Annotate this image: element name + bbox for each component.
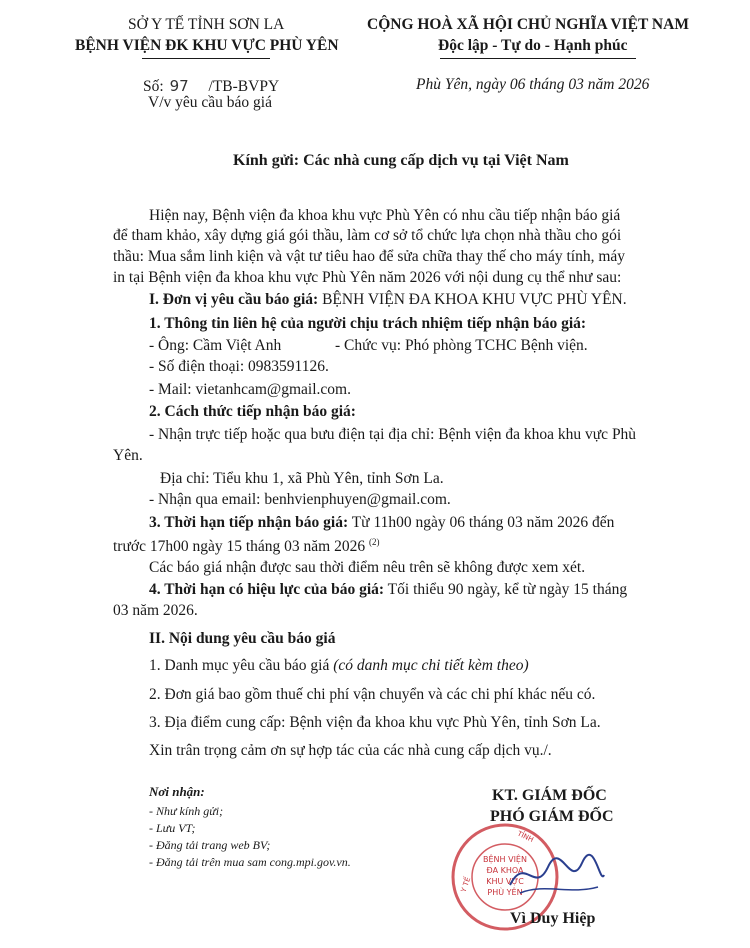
recipient-item: - Như kính gửi; — [149, 804, 224, 818]
section-1-sub4: 4. Thời hạn có hiệu lực của báo giá: Tối thiểu 90 ngày, kể từ ngày 15 tháng — [149, 581, 628, 598]
header-right-rule — [440, 58, 636, 59]
svg-text:TỈNH: TỈNH — [515, 829, 535, 845]
section-1-sub4-line2: 03 năm 2026. — [113, 602, 198, 619]
receive-direct-1: - Nhận trực tiếp hoặc qua bưu điện tại địa chỉ: Bệnh viện đa khoa khu vực Phù — [149, 426, 637, 443]
contact-role: - Chức vụ: Phó phòng TCHC Bệnh viện. — [335, 337, 588, 354]
doc-number: Số: 97 /TB-BVPY — [143, 77, 280, 95]
section-2-item-1: 1. Danh mục yêu cầu báo giá (có danh mục chi tiết kèm theo) — [149, 657, 529, 674]
section-2-item-3: 3. Địa điểm cung cấp: Bệnh viện đa khoa khu vực Phù Yên, tỉnh Sơn La. — [149, 714, 601, 731]
intro-line-4: in tại Bệnh viện đa khoa khu vực Phù Yên năm 2026 với nội dung cụ thể như sau: — [113, 269, 622, 286]
signer-name: Vì Duy Hiệp — [510, 910, 596, 927]
section-2-item-2: 2. Đơn giá bao gồm thuế chi phí vận chuyển và các chi phí khác nếu có. — [149, 686, 596, 703]
section-1-heading: I. Đơn vị yêu cầu báo giá: BỆNH VIỆN ĐA KHOA KHU VỰC PHÙ YÊN. — [149, 291, 627, 308]
svg-text:Y TẾ: Y TẾ — [459, 876, 473, 894]
hospital-name: BỆNH VIỆN ĐK KHU VỰC PHÙ YÊN — [75, 37, 339, 54]
intro-line-1: Hiện nay, Bệnh viện đa khoa khu vực Phù Yên có nhu cầu tiếp nhận báo giá — [149, 207, 621, 224]
intro-line-3: thầu: Mua sắm linh kiện và vật tư tiêu hao để sửa chữa thay thế cho máy tính, máy — [113, 248, 626, 265]
section-1-sub1: 1. Thông tin liên hệ của người chịu trách nhiệm tiếp nhận báo giá: — [149, 315, 587, 332]
recipient-item: - Đăng tải trên mua sam cong.mpi.gov.vn. — [149, 855, 351, 869]
receive-direct-2: Yên. — [113, 447, 143, 464]
national-motto: Độc lập - Tự do - Hạnh phúc — [438, 37, 628, 54]
contact-phone: - Số điện thoại: 0983591126. — [149, 358, 329, 375]
stamp-text: PHÙ YÊN — [487, 888, 523, 897]
national-title: CỘNG HOÀ XÃ HỘI CHỦ NGHĨA VIỆT NAM — [367, 16, 689, 33]
salutation: Kính gửi: Các nhà cung cấp dịch vụ tại Việt Nam — [233, 152, 569, 169]
section-1-sub3-line2: trước 17h00 ngày 15 tháng 03 năm 2026 $^{(2)}$ — [113, 537, 380, 556]
stamp-text: ĐA KHOA — [486, 866, 524, 875]
signature-title-2: PHÓ GIÁM ĐỐC — [490, 808, 614, 825]
contact-mail: - Mail: vietanhcam@gmail.com. — [149, 381, 351, 398]
signature-title-1: KT. GIÁM ĐỐC — [492, 787, 607, 804]
recipient-item: - Lưu VT; — [149, 821, 196, 835]
recipient-item: - Đăng tải trang web BV; — [149, 838, 271, 852]
signature-mark — [500, 845, 610, 905]
section-1-sub3: 3. Thời hạn tiếp nhận báo giá: Từ 11h00 ngày 06 tháng 03 năm 2026 đến — [149, 514, 615, 531]
place-date: Phù Yên, ngày 06 tháng 03 năm 2026 — [416, 76, 650, 93]
address: Địa chỉ: Tiểu khu 1, xã Phù Yên, tỉnh Sơn La. — [160, 470, 444, 487]
stamp-text: BỆNH VIỆN — [483, 855, 527, 864]
closing-line: Xin trân trọng cảm ơn sự hợp tác của các nhà cung cấp dịch vụ./. — [149, 742, 552, 759]
late-note: Các báo giá nhận được sau thời điểm nêu trên sẽ không được xem xét. — [149, 559, 586, 576]
recipients-label: Nơi nhận: — [149, 784, 205, 799]
doc-subject: V/v yêu cầu báo giá — [148, 94, 272, 111]
stamp-text: KHU VỰC — [486, 877, 524, 886]
intro-line-2: để tham khảo, xây dựng giá gói thầu, làm cơ sở tổ chức lựa chọn nhà thầu cho gói — [113, 227, 622, 244]
receive-email: - Nhận qua email: benhvienphuyen@gmail.com. — [149, 491, 451, 508]
agency-name: SỞ Y TẾ TỈNH SƠN LA — [128, 16, 285, 33]
header-left-rule — [142, 58, 270, 59]
contact-name: - Ông: Cầm Việt Anh — [149, 337, 282, 354]
section-2-heading: II. Nội dung yêu cầu báo giá — [149, 630, 336, 647]
section-1-sub2: 2. Cách thức tiếp nhận báo giá: — [149, 403, 356, 420]
handwritten-number: 97 — [169, 77, 189, 95]
